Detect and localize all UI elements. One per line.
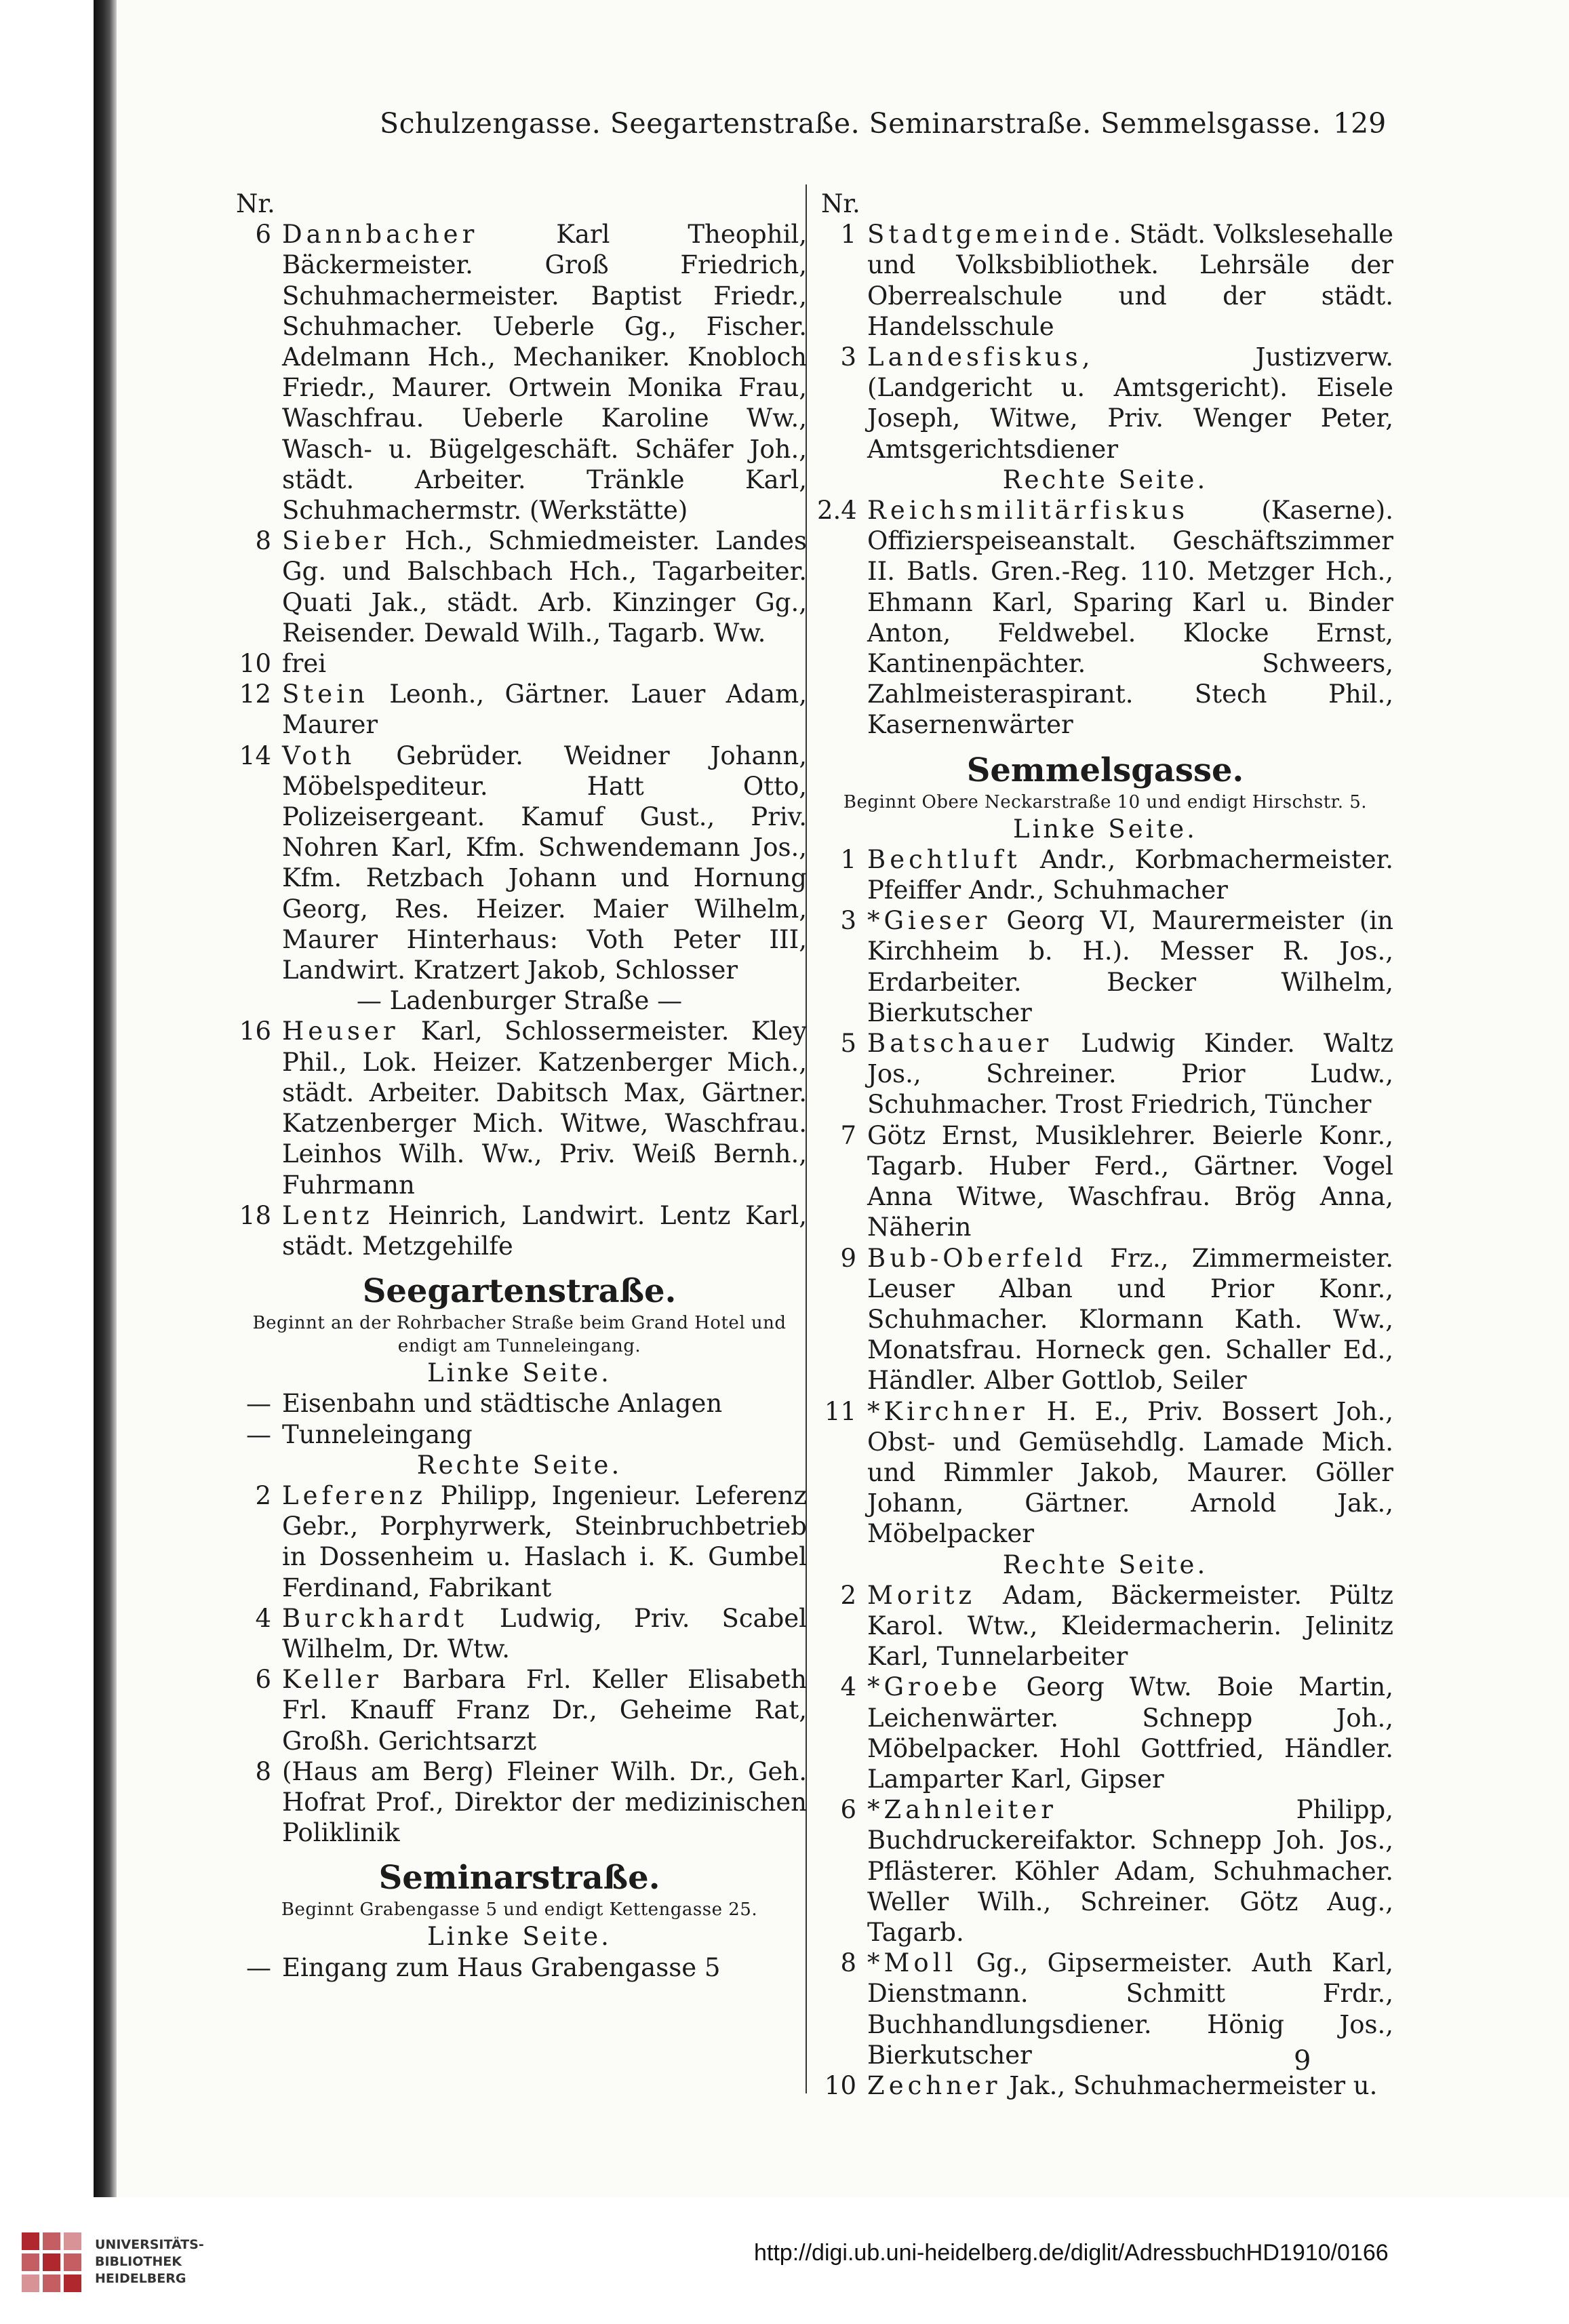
owner-name: Batschauer — [867, 1029, 1053, 1059]
address-entry — [232, 1016, 807, 1200]
house-number: 18 — [239, 1200, 271, 1230]
residents-text: Tunneleingang — [282, 1419, 473, 1449]
entry-text — [282, 648, 807, 679]
side-head-left: Linke Seite. — [1013, 814, 1197, 844]
house-number: 8 — [255, 526, 271, 556]
library-line-3: HEIDELBERG — [95, 2271, 186, 2286]
entry-text — [867, 1243, 1393, 1396]
semmels-left-entries — [817, 844, 1393, 1550]
house-number: 5 — [840, 1029, 856, 1059]
residents-text: Frz., Zimmermeister. Leuser Alban und Prior Konr., Schuhmacher. Klormann Kath. Ww., Monatsfrau. Horneck gen. Schaller Ed., Händler. Alber Gottlob, Seiler — [867, 1243, 1393, 1396]
residents-text: Gg., Gipsermeister. Auth Karl, Dienstmann. Schmitt Frdr., Buchhandlungsdiener. Hönig Jos., Bierkutscher — [867, 1948, 1393, 2070]
residents-text: frei — [282, 649, 327, 679]
semmels-right-entries — [817, 1580, 1393, 2101]
entry-text — [867, 1794, 1393, 1948]
address-entry — [232, 1603, 807, 1664]
house-number: 2.4 — [817, 496, 857, 526]
house-number: 4 — [255, 1603, 271, 1633]
entry-text — [282, 1388, 807, 1419]
address-entry — [232, 1388, 807, 1419]
house-number: 6 — [840, 1795, 856, 1825]
address-entry — [817, 1120, 1393, 1243]
house-number: 10 — [239, 649, 271, 679]
left-block-2 — [232, 1016, 807, 1261]
entry-text — [282, 219, 807, 526]
residents-text: Eingang zum Haus Grabengasse 5 — [282, 1952, 721, 1982]
source-url-link[interactable]: http://digi.ub.uni-heidelberg.de/diglit/AdressbuchHD1910/0166 — [754, 2240, 1389, 2266]
entry-text — [282, 1480, 807, 1603]
entry-text — [282, 1756, 807, 1849]
owner-name: Burckhardt — [282, 1603, 468, 1633]
house-number: 6 — [255, 220, 271, 250]
house-number: 7 — [840, 1120, 856, 1150]
house-number: 3 — [840, 906, 856, 936]
owner-name: Moritz — [867, 1580, 976, 1610]
residents-text: (Haus am Berg) Fleiner Wilh. Dr., Geh. Hofrat Prof., Direktor der medizinischen Poliklinik — [282, 1756, 807, 1848]
entry-text — [867, 1028, 1393, 1120]
side-head-right: Rechte Seite. — [416, 1450, 622, 1480]
signature-mark: 9 — [1294, 2045, 1311, 2076]
address-entry — [232, 648, 807, 679]
right-block-1 — [817, 219, 1393, 465]
house-number: — — [246, 1419, 271, 1449]
entry-text — [867, 2070, 1393, 2101]
residents-text: Hch., Schmiedmeister. Landes Gg. und Balschbach Hch., Tagarbeiter. Quati Jak., städt. Arb. Kinzinger Gg., Reisender. Dewald Wilh., Tagarb. Ww. — [282, 526, 807, 648]
column-head-nr: Nr. — [821, 189, 860, 218]
residents-text: Andr., Korbmachermeister. Pfeiffer Andr., Schuhmacher — [867, 844, 1393, 905]
residents-text: Eisenbahn und städtische Anlagen — [282, 1389, 723, 1419]
house-number: 3 — [840, 342, 856, 372]
address-entry — [817, 495, 1393, 741]
left-block-1 — [232, 219, 807, 985]
address-entry — [232, 741, 807, 986]
owner-name: Bechtluft — [867, 844, 1021, 874]
house-number: 8 — [255, 1756, 271, 1786]
entry-text — [867, 495, 1393, 741]
street-note-seminarstrasse: Beginnt Grabengasse 5 und endigt Kettengasse 25. — [281, 1899, 758, 1921]
library-line-1: UNIVERSITÄTS- — [95, 2237, 204, 2252]
owner-name: *Zahnleiter — [867, 1795, 1057, 1825]
side-head-right: Rechte Seite. — [1002, 1550, 1208, 1579]
address-entry — [232, 1480, 807, 1603]
owner-name: Sieber — [282, 526, 390, 556]
residents-text: H. E., Priv. Bossert Joh., Obst- und Gemüsehdlg. Lamade Mich. und Rimmler Jakob, Maurer. Göller Johann, Gärtner. Arnold Jak., Möbelpacker — [867, 1396, 1393, 1549]
address-entry — [817, 1794, 1393, 1948]
entry-text — [867, 1948, 1393, 2070]
left-column — [232, 189, 807, 1983]
book-binding-edge — [94, 0, 117, 2197]
house-number: 16 — [239, 1017, 271, 1046]
side-head-left: Linke Seite. — [427, 1358, 612, 1388]
owner-name: Keller — [282, 1665, 382, 1695]
entry-text — [282, 1016, 807, 1200]
owner-name: Zechner — [867, 2070, 1001, 2100]
residents-text: , Justizverw. (Landgericht u. Amtsgericht). Eisele Joseph, Witwe, Priv. Wenger Peter, Amtsgerichtsdiener — [867, 342, 1393, 464]
owner-name: *Kirchner — [867, 1396, 1029, 1426]
house-number: 9 — [840, 1243, 856, 1273]
residents-text: Karl Theophil, Bäckermeister. Groß Friedrich, Schuhmachermeister. Baptist Friedr., Schuhmacher. Ueberle Gg., Fischer. Adelmann Hch., Mechaniker. Knobloch Friedr., Maurer. Ortwein Monika Frau, Waschfrau. Ueberle Karoline Ww., Wasch- u. Bügelgeschäft. Schäfer Joh., städt. Arbeiter. Tränkle Karl, Schuhmachermstr. (Werkstätte) — [282, 220, 807, 526]
owner-name: Reichsmilitärfiskus — [867, 496, 1189, 526]
address-entry — [232, 1664, 807, 1756]
address-entry — [817, 905, 1393, 1028]
address-entry — [817, 1028, 1393, 1120]
column-head-nr: Nr. — [236, 189, 275, 218]
residents-text: Philipp, Ingenieur. Leferenz Gebr., Porphyrwerk, Steinbruchbetrieb in Dossenheim u. Haslach i. K. Gumbel Ferdinand, Fabrikant — [282, 1480, 807, 1602]
residents-text: Gebrüder. Weidner Johann, Möbelspediteur. Hatt Otto, Polizeisergeant. Kamuf Gust., Priv. Nohren Karl, Kfm. Schwendemann Jos., Kfm. Retzbach Johann und Hornung Georg, Res. Heizer. Maier Wilhelm, Maurer Hinterhaus: Voth Peter III, Landwirt. Kratzert Jakob, Schlosser — [282, 741, 807, 985]
address-entry — [817, 844, 1393, 905]
residents-text: Leonh., Gärtner. Lauer Adam, Maurer — [282, 680, 807, 740]
running-title: Schulzengasse. Seegartenstraße. Seminarstraße. Semmelsgasse. — [380, 107, 1322, 140]
address-entry — [817, 1243, 1393, 1396]
residents-text: Ludwig, Priv. Scabel Wilhelm, Dr. Wtw. — [282, 1603, 807, 1663]
entry-text — [867, 1672, 1393, 1794]
residents-text: Adam, Bäckermeister. Pültz Karol. Wtw., Kleidermacherin. Jelinitz Karl, Tunnelarbeiter — [867, 1580, 1393, 1672]
address-entry — [817, 1672, 1393, 1794]
address-entry — [232, 219, 807, 526]
ladenburger-crossing: — Ladenburger Straße — — [356, 986, 683, 1016]
entry-text — [282, 1664, 807, 1756]
entry-text — [282, 526, 807, 648]
entry-text — [282, 679, 807, 740]
owner-name: Voth — [282, 741, 356, 770]
residents-text: Heinrich, Landwirt. Lentz Karl, städt. Metzgehilfe — [282, 1200, 807, 1261]
street-title-seegartenstrasse: Seegartenstraße. — [362, 1272, 677, 1311]
entry-text — [867, 1120, 1393, 1243]
address-entry — [232, 526, 807, 648]
owner-name: *Gieser — [867, 906, 991, 936]
house-number: 11 — [824, 1396, 856, 1426]
house-number: 4 — [840, 1672, 856, 1702]
side-head-right: Rechte Seite. — [1002, 465, 1208, 494]
right-column — [817, 189, 1393, 2101]
residents-text: Barbara Frl. Keller Elisabeth Frl. Knauff Franz Dr., Geheime Rat, Großh. Gerichtsarzt — [282, 1665, 807, 1756]
house-number: 1 — [840, 220, 856, 250]
owner-name: Lentz — [282, 1200, 374, 1230]
house-number: 12 — [239, 680, 271, 709]
house-number: 10 — [824, 2070, 856, 2100]
address-entry — [232, 1756, 807, 1849]
address-entry — [232, 1419, 807, 1450]
owner-name: *Groebe — [867, 1672, 1001, 1702]
house-number: 2 — [840, 1580, 856, 1610]
address-entry — [817, 219, 1393, 342]
house-number: 1 — [840, 844, 856, 874]
entry-text — [867, 342, 1393, 465]
house-number: 2 — [255, 1480, 271, 1510]
residents-text: Georg VI, Maurermeister (in Kirchheim b. H.). Messer R. Jos., Erdarbeiter. Becker Wilhelm, Bierkutscher — [867, 906, 1393, 1027]
owner-name: Leferenz — [282, 1480, 426, 1510]
entry-text — [867, 219, 1393, 342]
residents-text: Philipp, Buchdruckereifaktor. Schnepp Joh. Jos., Pflästerer. Köhler Adam, Schuhmacher. Weller Wilh., Schreiner. Götz Aug., Tagarb. — [867, 1795, 1393, 1947]
owner-name: Stadtgemeinde — [867, 220, 1113, 250]
street-title-seminarstrasse: Seminarstraße. — [378, 1859, 660, 1897]
entry-text — [282, 1952, 807, 1983]
address-entry — [232, 1200, 807, 1261]
residents-text: Georg Wtw. Boie Martin, Leichenwärter. Schnepp Joh., Möbelpacker. Hohl Gottfried, Händler. Lamparter Karl, Gipser — [867, 1672, 1393, 1794]
house-number: 14 — [239, 741, 271, 770]
address-entry — [817, 1396, 1393, 1550]
address-entry — [232, 679, 807, 740]
residents-text: Ludwig Kinder. Waltz Jos., Schreiner. Prior Ludw., Schuhmacher. Trost Friedrich, Tüncher — [867, 1029, 1393, 1120]
entry-text — [867, 844, 1393, 905]
house-number: 6 — [255, 1665, 271, 1695]
side-head-left: Linke Seite. — [427, 1922, 612, 1952]
street-title-semmelsgasse: Semmelsgasse. — [966, 751, 1244, 789]
address-entry — [232, 1952, 807, 1983]
seegarten-left-entries — [232, 1388, 807, 1449]
entry-text — [867, 1396, 1393, 1550]
house-number: — — [246, 1952, 271, 1982]
address-entry — [817, 342, 1393, 465]
owner-name: Heuser — [282, 1017, 399, 1046]
residents-text: Jak., Schuhmachermeister u. — [1001, 2070, 1378, 2100]
owner-name: Dannbacher — [282, 220, 479, 250]
house-number: 8 — [840, 1948, 856, 1978]
entry-text — [867, 1580, 1393, 1672]
seminar-entries — [232, 1952, 807, 1983]
entry-text — [282, 741, 807, 986]
page-number: 129 — [1333, 107, 1387, 140]
right-block-2 — [817, 495, 1393, 741]
residents-text: Karl, Schlossermeister. Kley Phil., Lok. Heizer. Katzenberger Mich., städt. Arbeiter. Dabitsch Max, Gärtner. Katzenberger Mich. Witwe, Waschfrau. Leinhos Wilh. Ww., Priv. Weiß Bernh., Fuhrmann — [282, 1017, 807, 1200]
street-note-semmelsgasse: Beginnt Obere Neckarstraße 10 und endigt Hirschstr. 5. — [843, 791, 1368, 812]
owner-name: Bub-Oberfeld — [867, 1243, 1087, 1273]
library-name — [95, 2237, 204, 2287]
owner-name: Landesfiskus — [867, 342, 1082, 372]
owner-name: *Moll — [867, 1948, 957, 1978]
residents-text: . Städt. Volkslesehalle und Volksbibliothek. Lehrsäle der Oberrealschule und der städt. Handelsschule — [867, 220, 1393, 341]
residents-text: Götz Ernst, Musiklehrer. Beierle Konr., Tagarb. Huber Ferd., Gärtner. Vogel Anna Witwe, Waschfrau. Brög Anna, Näherin — [867, 1120, 1393, 1242]
seegarten-right-entries — [232, 1480, 807, 1848]
street-note-seegartenstrasse: Beginnt an der Rohrbacher Straße beim Grand Hotel und endigt am Tunneleingang. — [252, 1313, 787, 1357]
entry-text — [282, 1419, 807, 1450]
entry-text — [282, 1200, 807, 1261]
owner-name: Stein — [282, 680, 369, 709]
entry-text — [282, 1603, 807, 1664]
library-logo-icon — [19, 2230, 84, 2295]
house-number: — — [246, 1389, 271, 1419]
entry-text — [867, 905, 1393, 1028]
residents-text: (Kaserne). Offizierspeiseanstalt. Geschäftszimmer II. Batls. Gren.-Reg. 110. Metzger Hch., Ehmann Karl, Sparing Karl u. Binder Anton, Feldwebel. Klocke Ernst, Kantinenpächter. Schweers, Zahlmeisteraspirant. Stech Phil., Kasernenwärter — [867, 496, 1393, 740]
library-line-2: BIBLIOTHEK — [95, 2254, 182, 2269]
address-entry — [817, 1580, 1393, 1672]
